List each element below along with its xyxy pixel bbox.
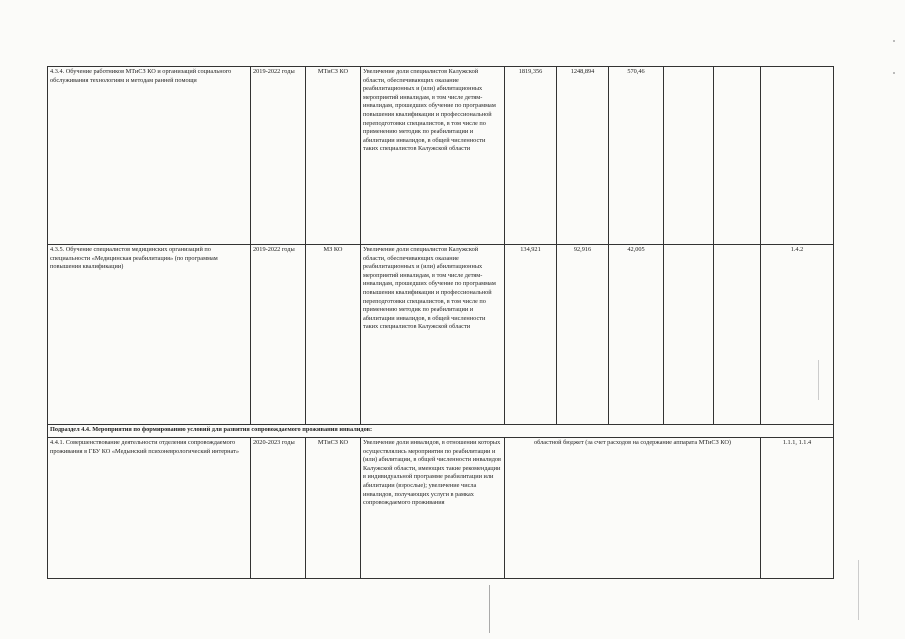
section-title: Подраздел 4.4. Мероприятия по формированию условий для развития сопровождаемого проживания инвалидов: bbox=[48, 425, 834, 438]
executor-cell: МЗ КО bbox=[306, 245, 361, 425]
measures-table bbox=[47, 66, 834, 579]
ref-cell: 1.4.2 bbox=[761, 245, 834, 425]
year1-cell: 92,916 bbox=[557, 245, 609, 425]
result-cell: Увеличение доли специалистов Калужской области, обеспечивающих оказание реабилитационных и (или) абилитационных мероприятий инвалидам, в том числе детям-инвалидам, прошедших обучение по программам повышения квалификации и профессиональной переподготовки специалистов, в том числе по применению методик по реабилитации и абилитации инвалидов, в общей численности таких специалистов Калужской области bbox=[361, 67, 505, 245]
period-cell: 2020-2023 годы bbox=[251, 438, 306, 579]
year2-cell: 570,46 bbox=[609, 67, 664, 245]
funding-cell: областной бюджет (за счет расходов на содержание аппарата МТиСЗ КО) bbox=[505, 438, 761, 579]
scan-artifact bbox=[893, 40, 895, 42]
period-cell: 2019-2022 годы bbox=[251, 67, 306, 245]
scan-artifact bbox=[893, 72, 895, 74]
ref-cell: 1.1.1, 1.1.4 bbox=[761, 438, 834, 579]
executor-cell: МТиСЗ КО bbox=[306, 438, 361, 579]
measure-name-cell: 4.4.1. Совершенствование деятельности отделения сопровождаемого проживания в ГБУ КО «Медынский психоневрологический интернат» bbox=[48, 438, 251, 579]
section-row bbox=[48, 425, 834, 438]
scan-artifact bbox=[858, 560, 859, 620]
total-cell: 1819,356 bbox=[505, 67, 557, 245]
ref-cell bbox=[761, 67, 834, 245]
table-row bbox=[48, 67, 834, 245]
executor-cell: МТиСЗ КО bbox=[306, 67, 361, 245]
year4-cell bbox=[714, 245, 761, 425]
table-row bbox=[48, 245, 834, 425]
year3-cell bbox=[664, 67, 714, 245]
table-row bbox=[48, 438, 834, 579]
year1-cell: 1248,894 bbox=[557, 67, 609, 245]
result-cell: Увеличение доли инвалидов, в отношении которых осуществлялись мероприятия по реабилитации и (или) абилитации, в общей численности инвалидов Калужской области, имеющих такие рекомендации в индивидуальной программе реабилитации или абилитации (взрослые); увеличение числа инвалидов, получающих услуги в рамках сопровождаемого проживания bbox=[361, 438, 505, 579]
result-cell: Увеличение доли специалистов Калужской области, обеспечивающих оказание реабилитационных и (или) абилитационных мероприятий инвалидам, в том числе детям-инвалидам, прошедших обучение по программам повышения квалификации и профессиональной переподготовки специалистов, в том числе по применению методик по реабилитации и абилитации инвалидов, в общей численности таких специалистов Калужской области bbox=[361, 245, 505, 425]
period-cell: 2019-2022 годы bbox=[251, 245, 306, 425]
total-cell: 134,921 bbox=[505, 245, 557, 425]
scan-artifact bbox=[489, 585, 490, 633]
scan-artifact bbox=[818, 360, 819, 400]
year4-cell bbox=[714, 67, 761, 245]
year3-cell bbox=[664, 245, 714, 425]
measure-name-cell: 4.3.5. Обучение специалистов медицинских организаций по специальности «Медицинская реабилитация» (по программам повышения квалификации) bbox=[48, 245, 251, 425]
year2-cell: 42,005 bbox=[609, 245, 664, 425]
measure-name-cell: 4.3.4. Обучение работников МТиСЗ КО и организаций социального обслуживания технологиям и методам ранней помощи bbox=[48, 67, 251, 245]
